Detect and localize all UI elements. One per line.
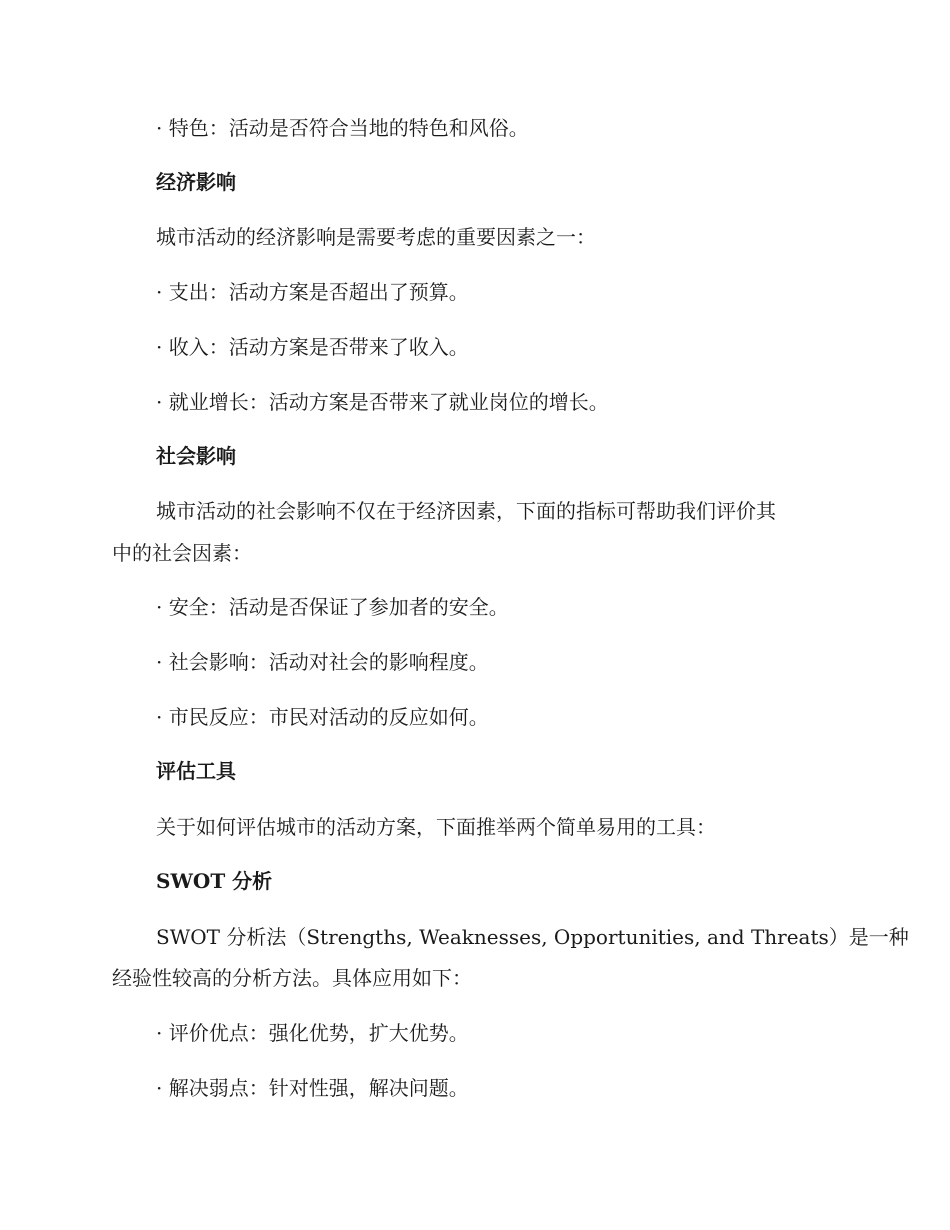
heading-swot: SWOT 分析 (156, 869, 273, 893)
paragraph-economic-intro: 城市活动的经济影响是需要考虑的重要因素之一： (156, 225, 596, 249)
bullet-strengths: · 评价优点：强化优势，扩大优势。 (156, 1021, 469, 1045)
paragraph-swot-line1: SWOT 分析法（Strengths, Weaknesses, Opportunities, and Threats）是一种 (156, 925, 909, 949)
bullet-income: · 收入：活动方案是否带来了收入。 (156, 335, 469, 359)
paragraph-swot-line2: 经验性较高的分析方法。具体应用如下： (112, 966, 472, 990)
paragraph-social-intro-line1: 城市活动的社会影响不仅在于经济因素，下面的指标可帮助我们评价其 (156, 499, 776, 523)
bullet-weaknesses: · 解决弱点：针对性强，解决问题。 (156, 1076, 469, 1100)
bullet-safety: · 安全：活动是否保证了参加者的安全。 (156, 595, 509, 619)
bullet-expenditure: · 支出：活动方案是否超出了预算。 (156, 280, 469, 304)
paragraph-social-intro-line2: 中的社会因素： (112, 541, 252, 565)
bullet-feature: · 特色：活动是否符合当地的特色和风俗。 (156, 116, 529, 140)
bullet-employment: · 就业增长：活动方案是否带来了就业岗位的增长。 (156, 390, 609, 414)
bullet-citizen-response: · 市民反应：市民对活动的反应如何。 (156, 705, 489, 729)
bullet-social-influence: · 社会影响：活动对社会的影响程度。 (156, 650, 489, 674)
heading-social-impact: 社会影响 (156, 444, 236, 468)
heading-economic-impact: 经济影响 (156, 170, 236, 194)
heading-evaluation-tools: 评估工具 (156, 759, 236, 783)
paragraph-tools-intro: 关于如何评估城市的活动方案，下面推举两个简单易用的工具： (156, 815, 716, 839)
